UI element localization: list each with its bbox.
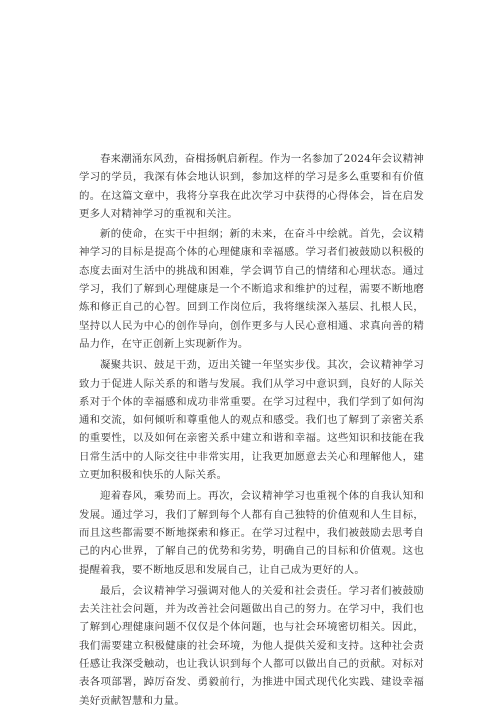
- paragraph-mental-health: 新的使命，在实干中担纲；新的未来，在奋斗中绘就。首先，会议精神学习的目标是提高个体的心理健康和幸福感。学习者们被鼓励以积极的态度去面对生活中的挑战和困难，学会调节自己的情绪和心理状态。通过学习，我们了解到心理健康是一个不断追求和维护的过程，需要不断地磨炼和修正自己的心智。回到工作岗位后，我将继续深入基层、扎根人民，坚持以人民为中心的创作导向，创作更多与人民心意相通、求真向善的精品力作，在守正创新上实现新作为。: [79, 228, 424, 350]
- paragraph-intro: 春来潮涌东风劲，奋楫扬帆启新程。作为一名参加了2024年会议精神学习的学员，我深有体会地认识到，参加这样的学习是多么重要和有价值的。在这篇文章中，我将分享我在此次学习中获得的心得体会，旨在启发更多人对精神学习的重视和关注。: [79, 153, 424, 220]
- paragraph-relationships: 凝聚共识、鼓足干劲，迈出关键一年坚实步伐。其次，会议精神学习致力于促进人际关系的和谐与发展。我们从学习中意识到，良好的人际关系对于个体的幸福感和成功非常重要。在学习过程中，我们学到了如何沟通和交流，如何倾听和尊重他人的观点和感受。我们也了解到了亲密关系的重要性，以及如何在亲密关系中建立和谐和幸福。这些知识和技能在我日常生活中的人际交往中非常实用，让我更加愿意去关心和理解他人，建立更加积极和快乐的人际关系。: [79, 359, 424, 482]
- paragraph-social-responsibility: 最后，会议精神学习强调对他人的关爱和社会责任。学习者们被鼓励去关注社会问题，并为改善社会问题做出自己的努力。在学习中，我们也了解到心理健康问题不仅仅是个体问题，也与社会环境密切相关。因此，我们需要建立积极健康的社会环境，为他人提供关爱和支持。这种社会责任感让我深受触动，也让我认识到每个人都可以做出自己的贡献。对标对表各项部署，踔厉奋发、勇毅前行，为推进中国式现代化实践、建设幸福美好贡献智慧和力量。: [79, 584, 424, 707]
- document-body: [79, 150, 424, 710]
- paragraph-self-awareness: 迎着春风，乘势而上。再次，会议精神学习也重视个体的自我认知和发展。通过学习，我们了解到每个人都有自己独特的价值观和人生目标，而且这些都需要不断地探索和修正。在学习过程中，我们被鼓励去思考自己的内心世界，了解自己的优势和劣势，明确自己的目标和价值观。这也提醒着我，要不断地反思和发展自己，让自己成为更好的人。: [79, 490, 424, 576]
